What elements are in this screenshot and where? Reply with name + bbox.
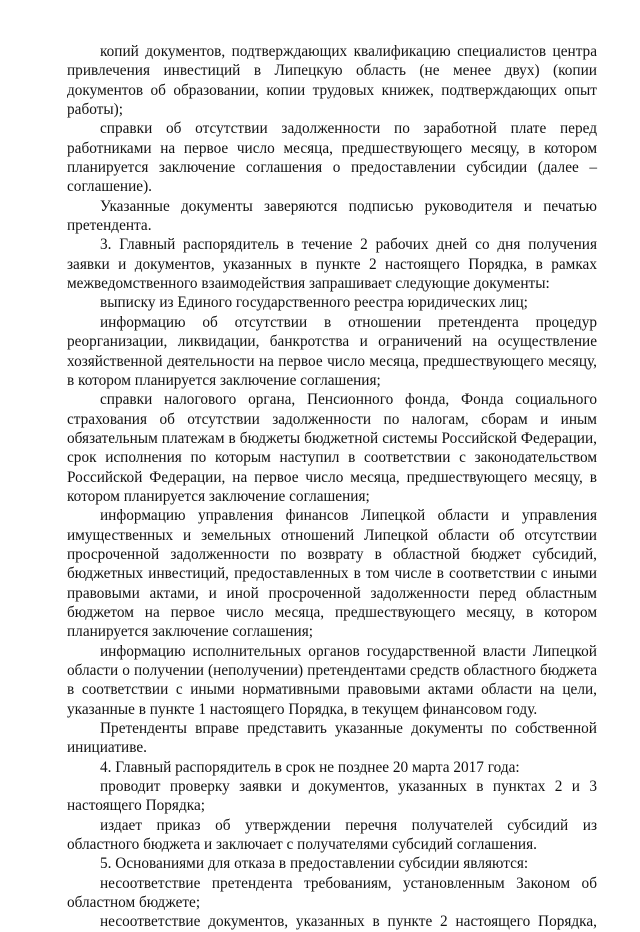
paragraph-finance-info: информацию управления финансов Липецкой области и управления имущественных и земельных отношений Липецкой области об отсутствии просроченной задолженности по возврату в областной бюджет субсидий, бюджетных инвестиций, предоставленных в том числе в соответствии с иными правовыми актами, и иной просроченной задолженности перед областным бюджетом на первое число месяца, предшествующего месяцу, в котором планируется заключение соглашения; [67, 507, 597, 641]
paragraph-salary-debt-certificate: справки об отсутствии задолженности по заработной плате перед работниками на первое число месяца, предшествующего месяцу, в котором планируется заключение соглашения о предоставлении субсидии (далее – соглашение). [67, 120, 597, 196]
paragraph-reorganization-info: информацию об отсутствии в отношении претендента процедур реорганизации, ликвидации, банкротства и ограничений на осуществление хозяйственной деятельности на первое число месяца, предшествующего месяцу, в котором планируется заключение соглашения; [67, 313, 597, 389]
paragraph-requirements-mismatch: несоответствие претендента требованиям, установленным Законом об областном бюджете; [67, 874, 597, 912]
paragraph-tax-certificates: справки налогового органа, Пенсионного фонда, Фонда социального страхования об отсутствии задолженности по налогам, сборам и иным обязательным платежам в бюджеты бюджетной системы Российской Федерации, срок исполнения по которым наступил в соответствии с законодательством Российской Федерации, на первое число месяца, предшествующего месяцу, в котором планируется заключение соглашения; [67, 391, 597, 505]
paragraph-order-issue: издает приказ об утверждении перечня получателей субсидий из областного бюджета и заключает с получателями субсидий соглашения. [67, 816, 597, 854]
paragraph-item-4: 4. Главный распорядитель в срок не позднее 20 марта 2017 года: [100, 758, 520, 776]
paragraph-copies-qualification: копий документов, подтверждающих квалификацию специалистов центра привлечения инвестиций в Липецкую область (не менее двух) (копии документов об образовании, копии трудовых книжек, подтверждающих опыт работы); [67, 43, 597, 119]
paragraph-documents-mismatch: несоответствие документов, указанных в пункте 2 настоящего Порядка, [100, 913, 597, 931]
paragraph-own-initiative: Претенденты вправе представить указанные документы по собственной инициативе. [67, 720, 597, 757]
paragraph-executive-info: информацию исполнительных органов государственной власти Липецкой области о получении (неполучении) претендентами средств областного бюджета в соответствии с иными нормативными правовыми актами области на цели, указанные в пункте 1 настоящего Порядка, в текущем финансовом году. [67, 642, 597, 718]
document-page [67, 42, 597, 932]
paragraph-registry-extract: выписку из Единого государственного реестра юридических лиц; [100, 294, 528, 312]
paragraph-documents-certified: Указанные документы заверяются подписью руководителя и печатью претендента. [67, 197, 597, 235]
paragraph-item-3: 3. Главный распорядитель в течение 2 рабочих дней со дня получения заявки и документов, указанных в пункте 2 настоящего Порядка, в рамках межведомственного взаимодействия запрашивает следующие документы: [67, 236, 597, 293]
paragraph-verification: проводит проверку заявки и документов, указанных в пунктах 2 и 3 настоящего Порядка; [67, 778, 597, 815]
paragraph-item-5: 5. Основаниями для отказа в предоставлении субсидии являются: [100, 855, 529, 873]
